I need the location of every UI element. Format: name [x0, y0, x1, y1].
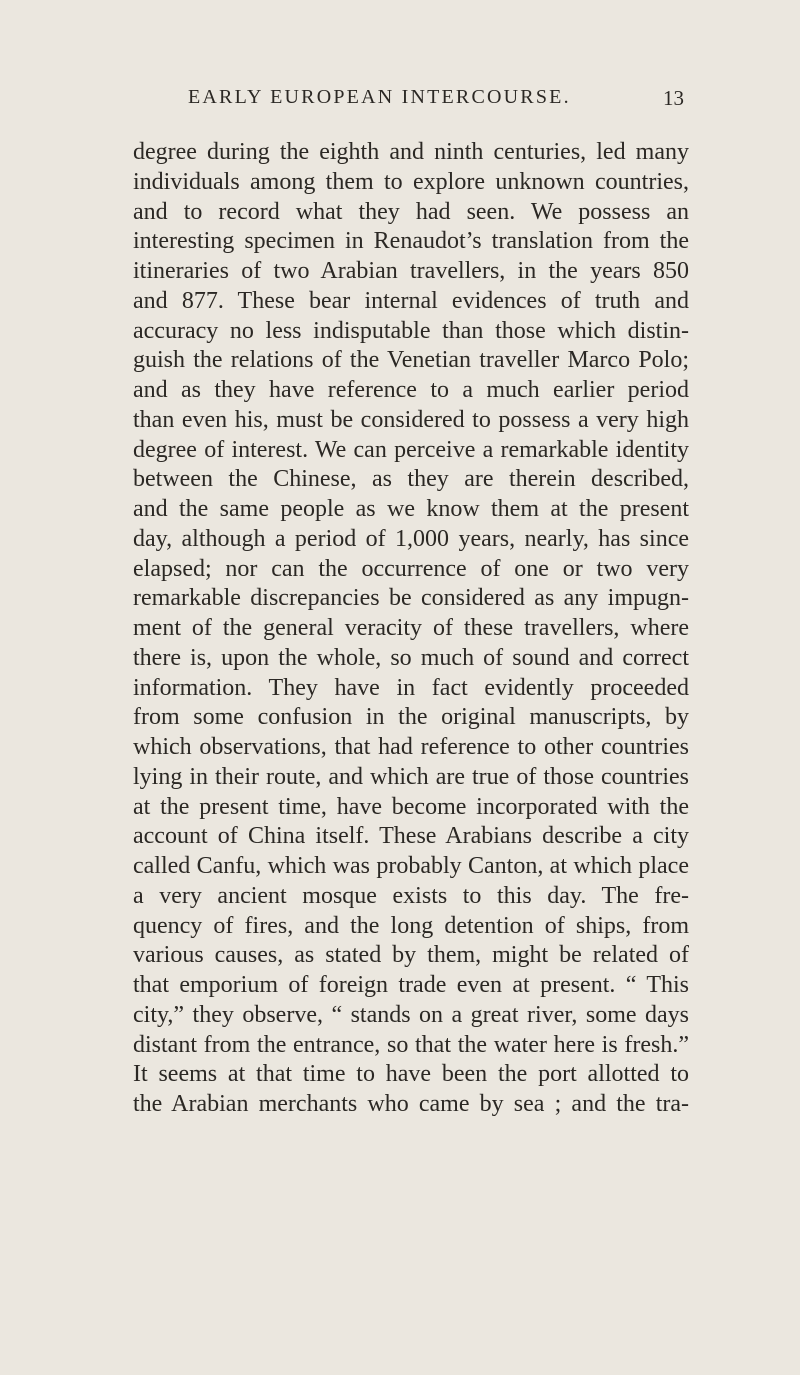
text-line: degree of interest. We can perceive a remarkable identity: [133, 436, 689, 463]
text-line: city,” they observe, “ stands on a great river, some days: [133, 1001, 689, 1028]
text-line: quency of fires, and the long detention of ships, from: [133, 912, 689, 939]
text-line: from some confusion in the original manuscripts, by: [133, 704, 689, 731]
text-line: ment of the general veracity of these travellers, where: [133, 615, 689, 641]
text-line: at the present time, have become incorporated with the: [133, 793, 689, 820]
text-line: the Arabian merchants who came by sea ; and the tra-: [133, 1091, 689, 1117]
text-line: guish the relations of the Venetian traveller Marco Polo;: [133, 347, 689, 374]
text-line: degree during the eighth and ninth centuries, led many: [133, 139, 689, 165]
text-line: individuals among them to explore unknown countries,: [133, 168, 689, 195]
text-line: accuracy no less indisputable than those which distin-: [133, 317, 689, 344]
text-line: interesting specimen in Renaudot’s translation from the: [133, 228, 689, 255]
text-line: and as they have reference to a much earlier period: [133, 377, 689, 403]
running-head: [134, 86, 684, 116]
text-line: and to record what they had seen. We possess an: [133, 198, 689, 225]
running-title: EARLY EUROPEAN INTERCOURSE.: [188, 86, 571, 108]
text-line: information. They have in fact evidently proceeded: [133, 674, 689, 701]
text-line: than even his, must be considered to possess a very high: [133, 406, 689, 433]
text-line: and the same people as we know them at the present: [133, 496, 689, 522]
text-line: and 877. These bear internal evidences of truth and: [133, 287, 689, 314]
page-number: 13: [663, 86, 684, 110]
text-line: a very ancient mosque exists to this day. The fre-: [133, 882, 689, 909]
text-line: between the Chinese, as they are therein described,: [133, 466, 689, 493]
text-line: various causes, as stated by them, might be related of: [133, 942, 689, 969]
text-line: day, although a period of 1,000 years, nearly, has since: [133, 525, 689, 552]
body-text: [133, 138, 689, 1120]
text-line: called Canfu, which was probably Canton, at which place: [133, 853, 689, 879]
text-line: account of China itself. These Arabians describe a city: [133, 823, 689, 850]
text-line: that emporium of foreign trade even at present. “ This: [133, 972, 689, 998]
text-line: remarkable discrepancies be considered as any impugn-: [133, 585, 689, 612]
text-line: which observations, that had reference to other countries: [133, 734, 689, 760]
text-line: elapsed; nor can the occurrence of one or two very: [133, 555, 689, 582]
text-line: itineraries of two Arabian travellers, in the years 850: [133, 258, 689, 284]
text-line: It seems at that time to have been the port allotted to: [133, 1061, 689, 1088]
text-line: lying in their route, and which are true of those countries: [133, 763, 689, 790]
text-line: there is, upon the whole, so much of sound and correct: [133, 644, 689, 671]
text-line: distant from the entrance, so that the water here is fresh.”: [133, 1031, 689, 1058]
